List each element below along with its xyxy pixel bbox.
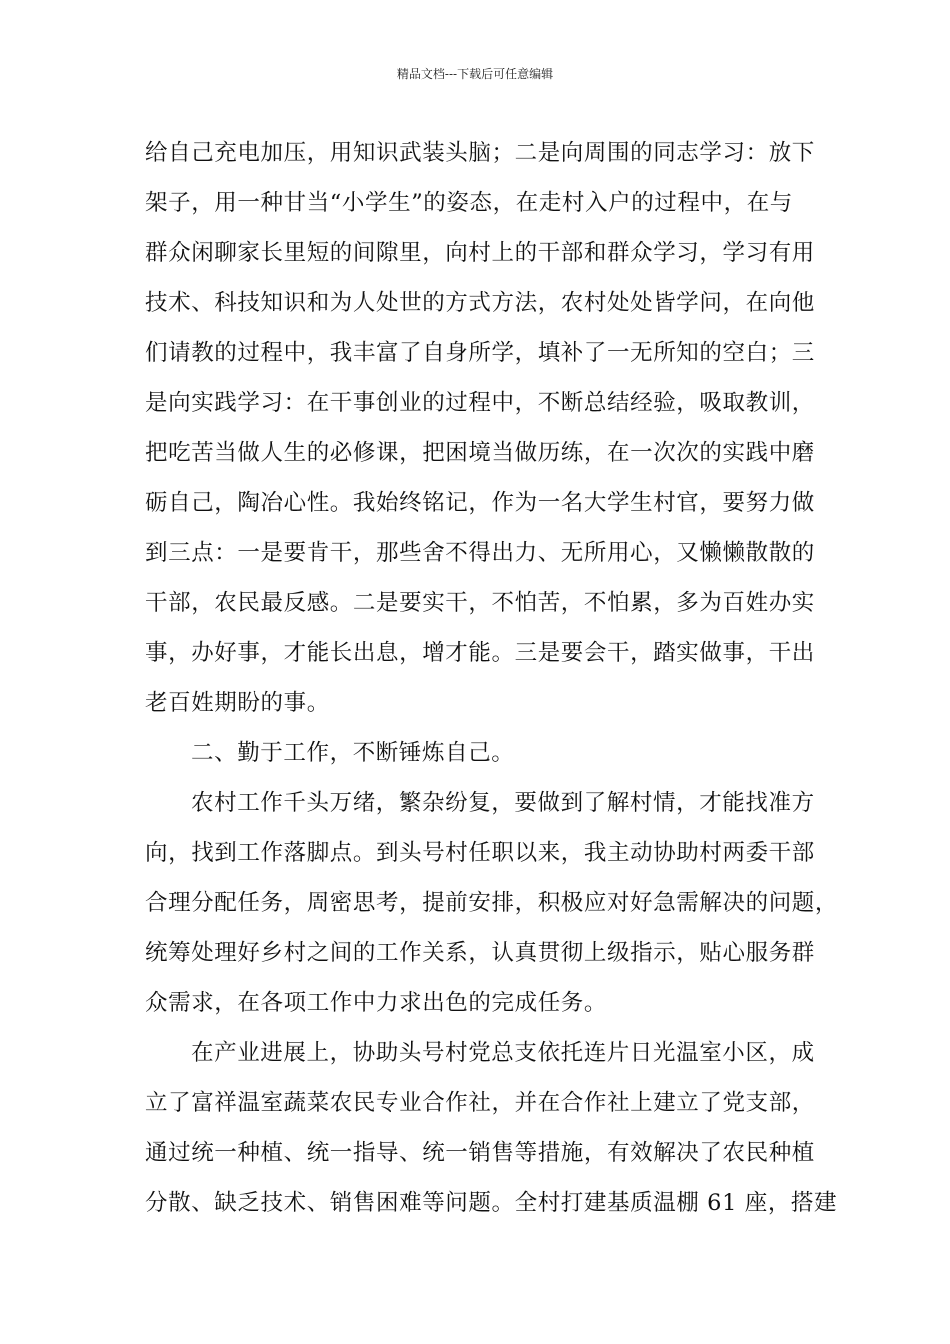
- text-line: 技术、科技知识和为人处世的方式方法，农村处处皆学问，在向他: [145, 290, 815, 316]
- text-line: 们请教的过程中，我丰富了自身所学，填补了一无所知的空白；三: [145, 340, 815, 366]
- text-line: 向，找到工作落脚点。到头号村任职以来，我主动协助村两委干部: [145, 840, 815, 866]
- document-body: [145, 128, 839, 1228]
- text-line: 合理分配任务，周密思考，提前安排，积极应对好急需解决的问题，: [145, 890, 839, 916]
- text-line: 砺自己，陶冶心性。我始终铭记，作为一名大学生村官，要努力做: [145, 490, 815, 516]
- text-line: 农村工作千头万绪，繁杂纷复，要做到了解村情，才能找准方: [191, 790, 815, 816]
- text-line: 把吃苦当做人生的必修课，把困境当做历练，在一次次的实践中磨: [145, 440, 815, 466]
- text-line: 架子，用一种甘当“小学生”的姿态，在走村入户的过程中，在与: [145, 190, 793, 216]
- text-line: 老百姓期盼的事。: [145, 690, 330, 716]
- text-line: 是向实践学习：在干事创业的过程中，不断总结经验，吸取教训，: [145, 390, 815, 416]
- text-line: 给自己充电加压，用知识武装头脑；二是向周围的同志学习：放下: [145, 140, 815, 166]
- text-line: 通过统一种植、统一指导、统一销售等措施，有效解决了农民种植: [145, 1140, 815, 1166]
- text-line: 统筹处理好乡村之间的工作关系，认真贯彻上级指示，贴心服务群: [145, 940, 815, 966]
- text-line: 众需求，在各项工作中力求出色的完成任务。: [145, 990, 608, 1016]
- text-line: 干部，农民最反感。二是要实干，不怕苦，不怕累，多为百姓办实: [145, 590, 815, 616]
- text-line: 二、勤于工作，不断锤炼自己。: [191, 740, 515, 766]
- text-line: 群众闲聊家长里短的间隙里，向村上的干部和群众学习，学习有用: [145, 240, 815, 266]
- text-line: 分散、缺乏技术、销售困难等问题。全村打建基质温棚 61 座，搭建: [145, 1190, 838, 1216]
- text-line: 在产业进展上，协助头号村党总支依托连片日光温室小区，成: [191, 1040, 815, 1066]
- text-line: 到三点：一是要肯干，那些舍不得出力、无所用心，又懒懒散散的: [145, 540, 815, 566]
- text-line: 立了富祥温室蔬菜农民专业合作社，并在合作社上建立了党支部，: [145, 1090, 815, 1116]
- page-header: 精品文档---下载后可任意编辑: [396, 67, 554, 81]
- text-line: 事，办好事，才能长出息，增才能。三是要会干，踏实做事，干出: [145, 640, 815, 666]
